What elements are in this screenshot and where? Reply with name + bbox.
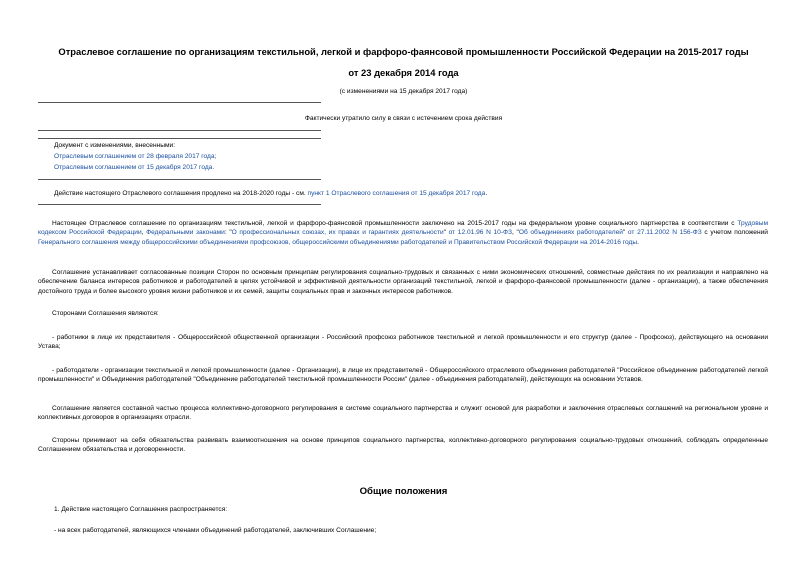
divider <box>38 130 321 131</box>
intro-text: : " <box>224 229 232 237</box>
change-link-1[interactable]: Отраслевым соглашением от 28 февраля 2017 года; <box>54 153 217 160</box>
changes-header: Документ с изменениями, внесенными: <box>54 142 176 149</box>
change-link-2[interactable]: Отраслевым соглашением от 15 декабря 2017 года. <box>54 164 215 171</box>
intro-text: " <box>622 229 628 237</box>
paragraph-2: Соглашение устанавливает согласованные позиции Сторон по основным принципам регулирования социально-трудовых и связанных с ними экономических отношений, совместные действия по их реализации и направлено на обеспечение баланса интересов работников и работодателей в целях устойчивой и эффективной деятельности организаций текстильной, легкой и фарфоро-фаянсовой промышленности (далее - организации), а также обеспечения достойного труда и более высокого уровня жизни работников и их семей, защиты социальных прав и законных интересов работников. <box>38 269 768 295</box>
intro-text: . <box>637 238 639 246</box>
paragraph-6: Соглашение является составной частью процесса коллективно-договорного регулирования в системе социального партнерства и служит основой для разработки и заключения отраслевых соглашений на региональном уровне и коллективных договоров в организациях отрасли. <box>38 405 768 422</box>
paragraph-5: - работодатели - организации текстильной и легкой промышленности (далее - Организации), в лице их представителей - Общероссийского отраслевого объединения работодателей "Российское объединение работодателей легкой промышленности" и Объединения работодателей "Объединение работодателей текстильной промышленности России" (далее - объединения работодателей), действующих на основании Уставов. <box>38 367 768 384</box>
extension-note <box>54 190 487 198</box>
intro-text: с учетом положений <box>701 229 768 237</box>
law-156fz-link[interactable]: от 27.11.2002 N 156-ФЗ <box>627 229 702 237</box>
intro-text: Настоящее Отраслевое соглашение по организациям текстильной, легкой и фарфоро-фаянсовой промышленности заключено на 2015-2017 годы на федеральном уровне социального партнерства в соответствии с <box>52 220 738 227</box>
paragraph-7: Стороны принимают на себя обязательства развивать взаимоотношения на основе принципов социального партнерства, коллективно-договорного регулирования социально-трудовых отношений, соблюдать определенные Соглашением обязательства и договоренности. <box>38 437 768 454</box>
revision-note: (с изменениями на 15 декабря 2017 года) <box>339 88 468 95</box>
document-date: от 23 декабря 2014 года <box>348 67 459 78</box>
divider <box>38 102 321 103</box>
paragraph-4: - работники в лице их представителя - Общероссийской общественной организации - Российский профсоюз работников текстильной и легкой промышленности и его структур (далее - Профсоюз), действующего на основании Устава; <box>38 334 768 351</box>
paragraph-3: Сторонами Соглашения являются: <box>52 310 159 317</box>
intro-text: " <box>443 229 449 237</box>
trade-unions-law-link[interactable]: О профессиональных союзах, их правах и гарантиях деятельности <box>231 229 444 237</box>
section-title: Общие положения <box>359 486 448 497</box>
status-note: Фактически утратило силу в связи с истечением срока действия <box>304 115 503 122</box>
federal-laws-link[interactable]: Федеральными законами <box>146 229 225 237</box>
labor-code-link[interactable]: Трудовым кодексом Российской Федерации <box>38 220 768 237</box>
document-title: Отраслевое соглашение по организациям текстильной, легкой и фарфоро-фаянсовой промышленности Российской Федерации на 2015-2017 годы <box>58 46 749 57</box>
extension-link[interactable]: пункт 1 Отраслевого соглашения от 15 декабря 2017 года <box>307 190 486 197</box>
extension-suffix: . <box>485 190 488 197</box>
intro-paragraph <box>38 219 768 247</box>
law-10fz-link[interactable]: от 12.01.96 N 10-ФЗ <box>448 229 513 237</box>
divider <box>38 204 321 205</box>
intro-text: , " <box>512 229 519 237</box>
extension-text: Действие настоящего Отраслевого соглашения продлено на 2018-2020 годы - см. <box>54 190 308 197</box>
general-agreement-link[interactable]: Генерального соглашения между общероссийскими объединениями профсоюзов, общероссийскими объединениями работодателей и Правительством Российской Федерации на 2014-2016 годы <box>38 238 638 246</box>
item-1-sub: - на всех работодателей, являющихся членами объединений работодателей, заключивших Соглашение; <box>54 527 377 534</box>
intro-text: , <box>141 229 147 237</box>
item-1: 1. Действие настоящего Соглашения распространяется: <box>54 506 228 513</box>
employers-law-link[interactable]: Об объединениях работодателей <box>518 229 623 237</box>
divider <box>38 179 321 180</box>
divider <box>38 138 321 139</box>
